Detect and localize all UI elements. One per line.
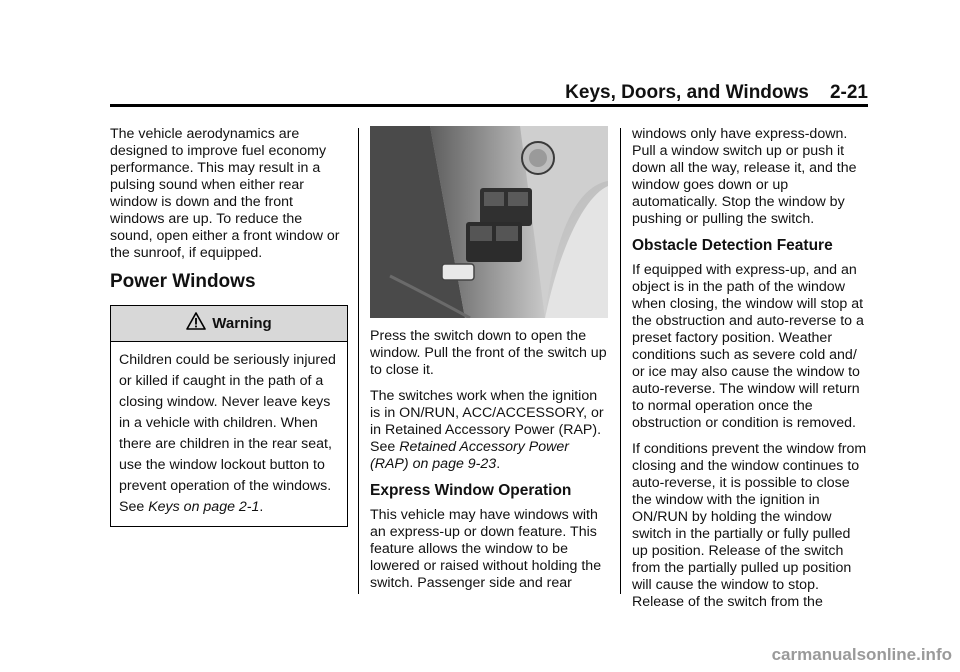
rap-ref-end: . xyxy=(496,456,501,472)
warning-ref-end: . xyxy=(259,499,264,515)
header-rule xyxy=(110,104,868,107)
express-title: Express Window Operation xyxy=(370,482,572,499)
obstacle-paragraph-2: If conditions prevent the window from closing and the window continues to auto-reverse, it is possible to close the window with the ignition in ON/RUN by holding the window switch in the partially or fully pulled up position. Release of the switch from the partially pulled up position will cause the window to stop. Release of the switch from the xyxy=(632,441,867,610)
warning-header xyxy=(111,306,347,342)
page-header xyxy=(110,82,868,106)
warning-body xyxy=(111,342,347,526)
column-1 xyxy=(110,126,348,527)
section-title: Power Windows xyxy=(110,271,256,292)
warning-triangle-icon xyxy=(186,312,206,335)
photo-caption: Press the switch down to open the window. Pull the front of the switch up to close it. xyxy=(370,328,607,378)
express-continued: windows only have express-down. Pull a window switch up or push it down all the way, release it, and the window goes down or up automatically. Stop the window by pushing or pulling the switch. xyxy=(632,126,857,227)
column-divider-2 xyxy=(620,128,621,594)
obstacle-title: Obstacle Detection Feature xyxy=(632,237,833,254)
window-switch-photo xyxy=(370,126,608,318)
column-2 xyxy=(370,126,608,601)
warning-ref-link[interactable]: Keys on page 2-1 xyxy=(148,499,260,515)
watermark: carmanualsonline.info xyxy=(771,645,952,664)
warning-title: Warning xyxy=(212,315,272,332)
warning-box xyxy=(110,305,348,527)
header-title: Keys, Doors, and Windows 2-21 xyxy=(565,82,868,103)
intro-paragraph: The vehicle aerodynamics are designed to improve fuel economy performance. This may result in a pulsing sound when either rear window is down and the front windows are up. To reduce the sound, open either a front window or the sunroof, if equipped. xyxy=(110,126,340,261)
express-paragraph: This vehicle may have windows with an express-up or down feature. This feature allows the window to be lowered or raised without holding the switch. Passenger side and rear xyxy=(370,507,602,591)
column-3 xyxy=(632,126,870,620)
ignition-text: The switches work when the ignition is in ON/RUN, ACC/ACCESSORY, or in Retained Accessory Power (RAP). See xyxy=(370,388,604,455)
warning-text-main: Children could be seriously injured or killed if caught in the path of a closing window. Never leave keys in a vehicle with children. When there are children in the rear seat, use the window lockout button to prevent operation of the windows. See xyxy=(119,352,336,515)
column-divider-1 xyxy=(358,128,359,594)
ignition-paragraph xyxy=(370,388,608,473)
rap-ref-link[interactable]: Retained Accessory Power (RAP) on page 9-23 xyxy=(370,439,570,472)
obstacle-paragraph-1: If equipped with express-up, and an object is in the path of the window when closing, the window will stop at the obstruction and auto-reverse to a preset factory position. Weather conditions such as severe cold and/ or ice may also cause the window to auto-reverse. The window will return to normal operation once the obstruction or condition is removed. xyxy=(632,262,864,431)
warning-text xyxy=(119,350,339,518)
